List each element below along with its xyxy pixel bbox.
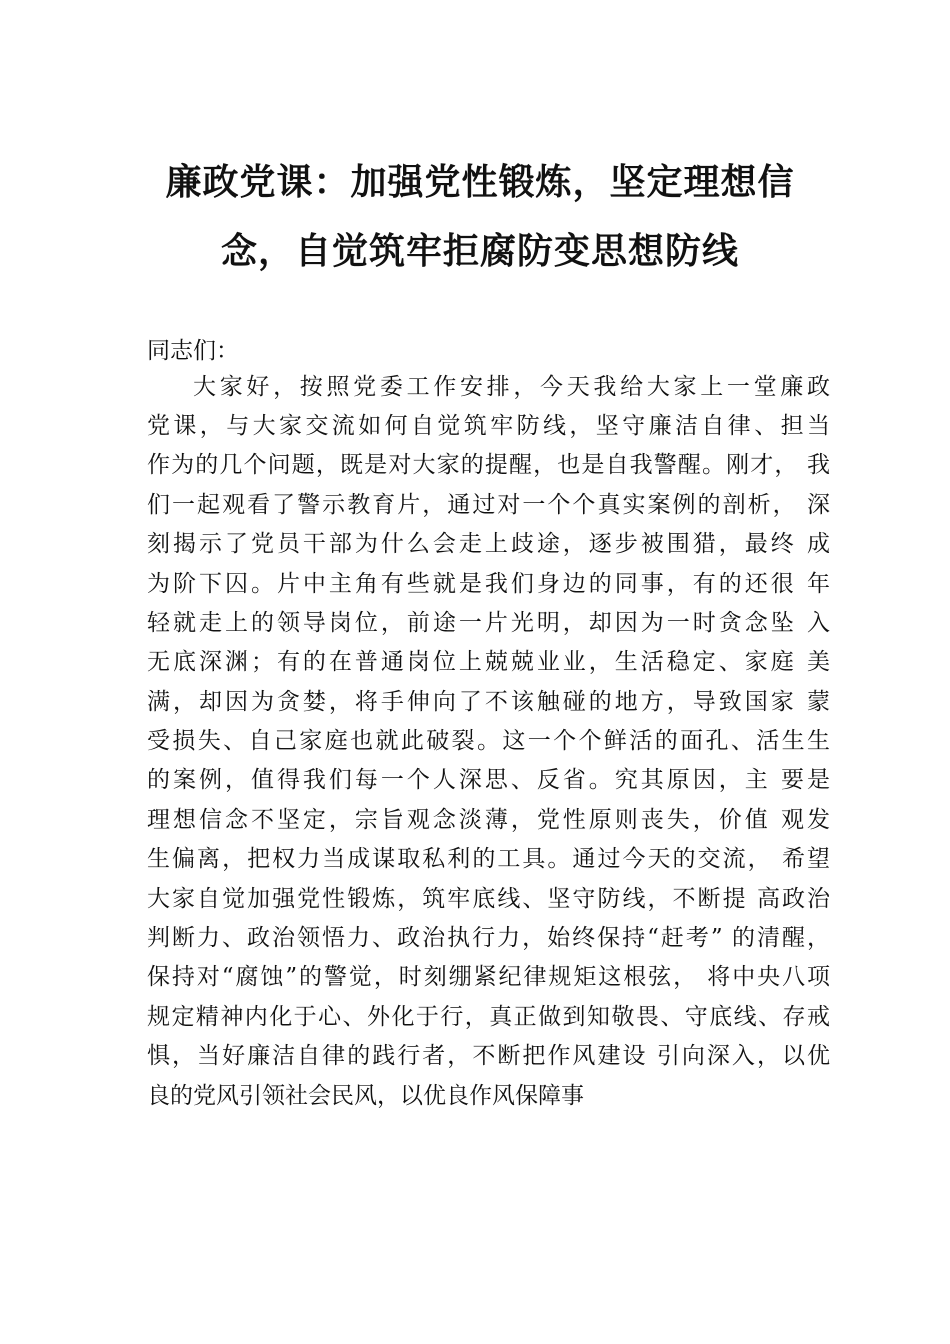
paragraph-line: 为阶下囚。片中主角有些就是我们身边的同事，有的还很 年 bbox=[147, 571, 830, 597]
title-line-1: 廉政党课：加强党性锻炼，坚定理想信 bbox=[165, 162, 795, 203]
paragraph-line: 规定精神内化于心、外化于行，真正做到知敬畏、守底线、存戒 bbox=[147, 1004, 830, 1030]
paragraph-line: 良的党风引领社会民风，以优良作风保障事 bbox=[147, 1083, 584, 1109]
paragraph-line: 大家好，按照党委工作安排，今天我给大家上一堂廉政 bbox=[193, 374, 830, 400]
paragraph-line: 理想信念不坚定，宗旨观念淡薄，党性原则丧失，价值 观发 bbox=[147, 807, 830, 833]
paragraph-line: 党课，与大家交流如何自觉筑牢防线，坚守廉洁自律、担当 bbox=[147, 413, 830, 439]
paragraph-line: 刻揭示了党员干部为什么会走上歧途，逐步被围猎，最终 成 bbox=[147, 531, 830, 557]
paragraph-line: 的案例，值得我们每一个人深思、反省。究其原因，主 要是 bbox=[147, 767, 830, 793]
paragraph-line: 轻就走上的领导岗位，前途一片光明，却因为一时贪念坠 入 bbox=[147, 610, 830, 636]
paragraph-line: 无底深渊；有的在普通岗位上兢兢业业，生活稳定、家庭 美 bbox=[147, 649, 830, 675]
paragraph-line: 大家自觉加强党性锻炼，筑牢底线、坚守防线，不断提 高政治 bbox=[147, 886, 830, 912]
paragraph-line: 们一起观看了警示教育片，通过对一个个真实案例的剖析， 深 bbox=[147, 492, 830, 518]
salutation: 同志们： bbox=[147, 338, 239, 364]
paragraph-line: 作为的几个问题，既是对大家的提醒，也是自我警醒。刚才， 我 bbox=[147, 452, 830, 478]
paragraph-line: 生偏离，把权力当成谋取私利的工具。通过今天的交流， 希望 bbox=[147, 846, 830, 872]
title-line-2: 念，自觉筑牢拒腐防变思想防线 bbox=[220, 231, 739, 272]
paragraph-line: 惧，当好廉洁自律的践行者，不断把作风建设 引向深入，以优 bbox=[147, 1043, 830, 1069]
paragraph-line: 满，却因为贪婪，将手伸向了不该触碰的地方，导致国家 蒙 bbox=[147, 689, 830, 715]
paragraph-line: 判断力、政治领悟力、政治执行力，始终保持“赶考” 的清醒， bbox=[147, 925, 830, 951]
paragraph-line: 受损失、自己家庭也就此破裂。这一个个鲜活的面孔、活生生 bbox=[147, 728, 830, 754]
paragraph-line: 保持对“腐蚀”的警觉，时刻绷紧纪律规矩这根弦， 将中央八项 bbox=[147, 964, 830, 990]
